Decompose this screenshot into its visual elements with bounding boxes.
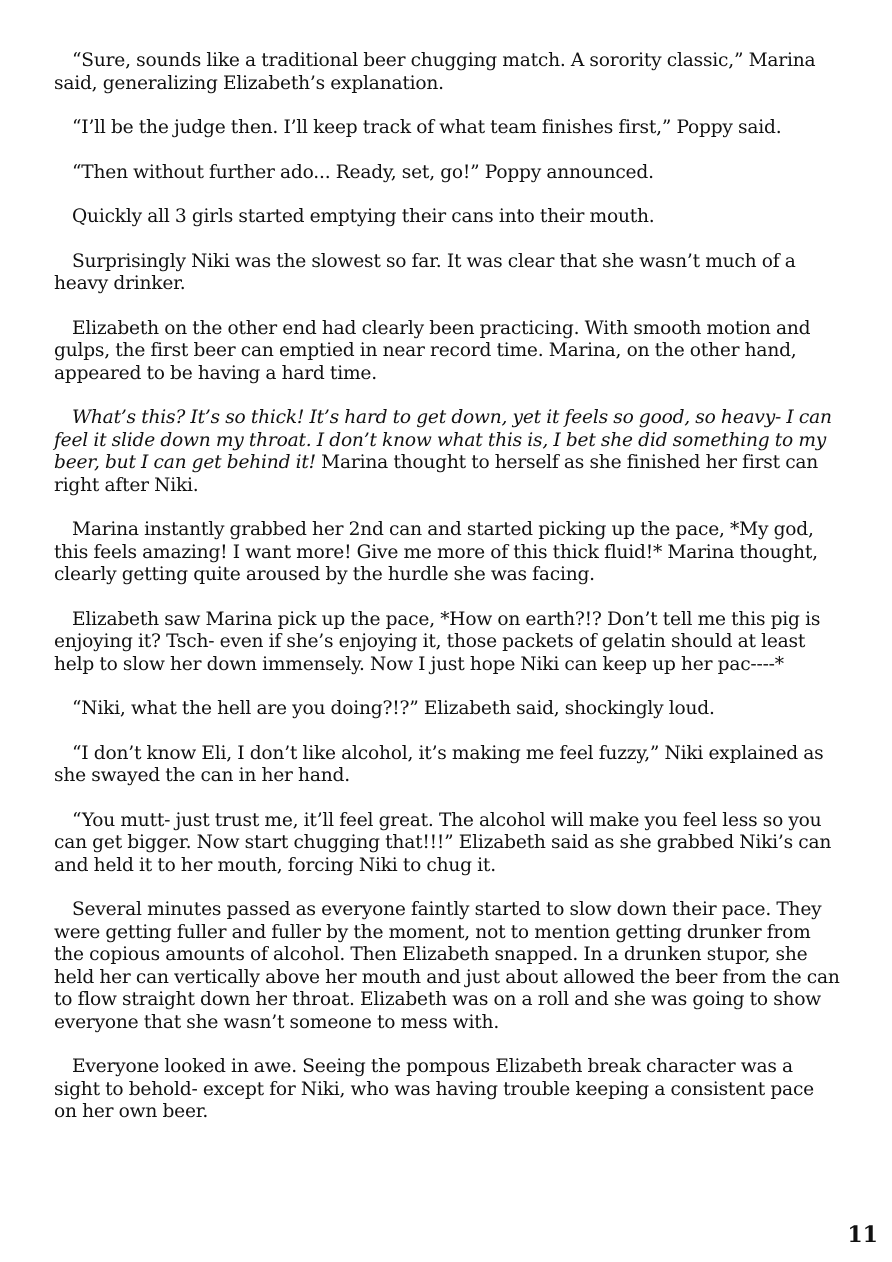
paragraph-14: Everyone looked in awe. Seeing the pompous Elizabeth break character was a sight to behold- except for Niki, who was having trouble keeping a consistent pace on her own beer. — [54, 1056, 814, 1122]
paragraph-8: Marina instantly grabbed her 2nd can and started picking up the pace, *My god, this feels amazing! I want more! Give me more of this thick fluid!* Marina thought, clearly getting quite aroused by the hurdle she was facing. — [54, 519, 818, 585]
paragraph-3: “Then without further ado... Ready, set, go!” Poppy announced. — [72, 161, 654, 183]
page-body — [54, 50, 840, 1146]
paragraph-1: “Sure, sounds like a traditional beer chugging match. A sorority classic,” Marina said, generalizing Elizabeth’s explanation. — [54, 50, 816, 94]
paragraph-13: Several minutes passed as everyone faintly started to slow down their pace. They were getting fuller and fuller by the moment, not to mention getting drunker from the copious amounts of alcohol. Then Elizabeth snapped. In a drunken stupor, she held her can vertically above her mouth and just about allowed the beer from the can to flow straight down her throat. Elizabeth was on a roll and she was going to show everyone that she wasn’t someone to mess with. — [54, 899, 840, 1033]
paragraph-12: “You mutt- just trust me, it’ll feel great. The alcohol will make you feel less so you can get bigger. Now start chugging that!!!” Elizabeth said as she grabbed Niki’s can and held it to her mouth, forcing Niki to chug it. — [54, 809, 832, 876]
paragraph-4: Quickly all 3 girls started emptying their cans into their mouth. — [72, 206, 655, 227]
paragraph-11: “I don’t know Eli, I don’t like alcohol, it’s making me feel fuzzy,” Niki explained as she swayed the can in her hand. — [54, 742, 824, 786]
paragraph-7 — [54, 407, 840, 497]
paragraph-5: Surprisingly Niki was the slowest so far. It was clear that she wasn’t much of a heavy drinker. — [54, 250, 796, 294]
paragraph-9: Elizabeth saw Marina pick up the pace, *How on earth?!? Don’t tell me this pig is enjoying it? Tsch- even if she’s enjoying it, those packets of gelatin should at least help to slow her down immensely. Now I just hope Niki can keep up her pac----* — [54, 608, 821, 675]
inner-thought-italic: What’s this? It’s so thick! It’s hard to get down, yet it feels so good, so heavy- I can feel it slide down my throat. I don’t know what this is, I bet she did something to my beer, but I can get behind it! — [54, 407, 832, 473]
paragraph-2: “I’ll be the judge then. I’ll keep track of what team finishes first,” Poppy said. — [72, 117, 782, 138]
page-number: 11 — [847, 1222, 878, 1248]
paragraph-7-narration: Marina thought to herself as she finished her first can right after Niki. — [54, 452, 819, 496]
paragraph-10: “Niki, what the hell are you doing?!?” Elizabeth said, shockingly loud. — [72, 698, 715, 719]
paragraph-6: Elizabeth on the other end had clearly been practicing. With smooth motion and gulps, the first beer can emptied in near record time. Marina, on the other hand, appeared to be having a hard time. — [54, 317, 811, 384]
